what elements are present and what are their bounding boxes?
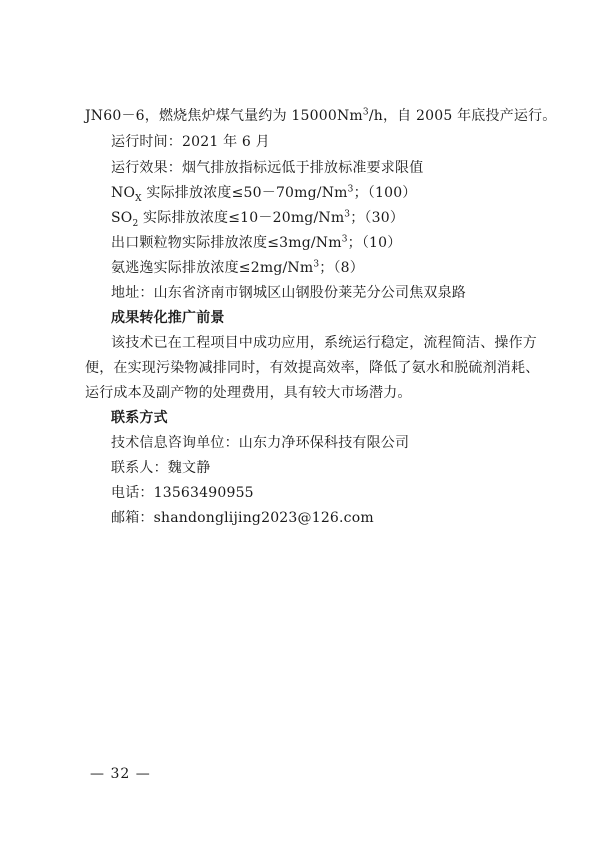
section-heading-promotion: 成果转化推广前景: [111, 310, 225, 326]
promotion-paragraph-line: 便，在实现污染物减排同时，有效提高效率，降低了氨水和脱硫剂消耗、: [85, 360, 540, 376]
contact-phone: 电话：13563490955: [111, 485, 254, 501]
nox-emission: $NO_X$ 实际排放浓度$\le 50-70mg/Nm^3$；（100）: [111, 184, 417, 204]
contact-email: 邮箱：shandonglijing2023@126.com: [111, 510, 374, 526]
ammonia-slip: 氨逃逸实际排放浓度$\le 2mg/Nm^3$；（8）: [111, 259, 364, 276]
page-number: — 32 —: [90, 766, 151, 782]
intro-text: JN60－6，燃烧焦炉煤气量约为 15000Nm: [85, 108, 363, 124]
contact-person: 联系人：魏文静: [111, 460, 211, 476]
intro-text-tail: /h，自 2005 年底投产运行。: [368, 108, 557, 124]
intro-line: [85, 107, 557, 125]
particulate-emission: 出口颗粒物实际排放浓度$\le 3mg/Nm^3$；（10）: [111, 234, 402, 251]
run-time: 运行时间：2021 年 6 月: [111, 134, 270, 150]
so2-emission: $SO_2$ 实际排放浓度$\le 10-20mg/Nm^3$；（30）: [111, 209, 405, 229]
section-heading-contact: 联系方式: [111, 410, 168, 426]
run-effect: 运行效果：烟气排放指标远低于排放标准要求限值: [111, 160, 424, 176]
promotion-paragraph-line: 运行成本及副产物的处理费用，具有较大市场潜力。: [85, 385, 412, 401]
contact-unit: 技术信息咨询单位：山东力净环保科技有限公司: [111, 435, 410, 451]
address: 地址：山东省济南市钢城区山钢股份莱芜分公司焦双泉路: [111, 285, 466, 301]
promotion-paragraph-line: 该技术已在工程项目中成功应用，系统运行稳定，流程简洁、操作方: [111, 335, 537, 351]
unit-superscript: 3: [362, 107, 369, 118]
